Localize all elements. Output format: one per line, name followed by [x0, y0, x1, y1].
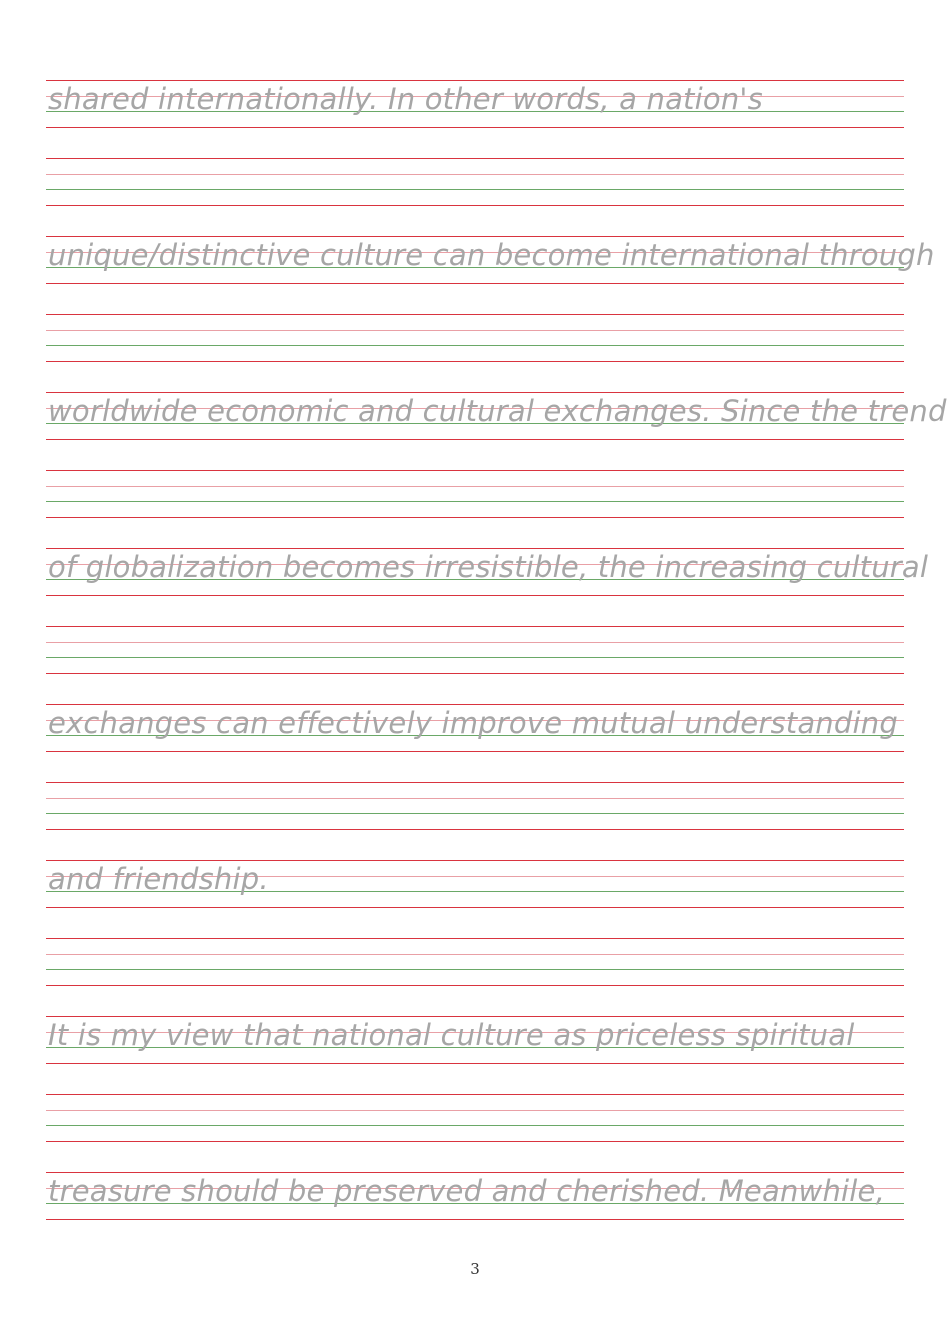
ruling-line — [46, 470, 904, 471]
trace-line-1: shared internationally. In other words, a nation's — [48, 82, 763, 116]
ruling-line — [46, 813, 904, 814]
page-number: 3 — [470, 1260, 480, 1278]
ruling-line — [46, 1016, 904, 1017]
ruling-line — [46, 174, 904, 175]
ruling-line — [46, 595, 904, 596]
ruling-line — [46, 1219, 904, 1220]
ruling-line — [46, 657, 904, 658]
ruling-line — [46, 392, 904, 393]
ruling-line — [46, 80, 904, 81]
ruling-line — [46, 486, 904, 487]
ruling-line — [46, 205, 904, 206]
ruling-line — [46, 1141, 904, 1142]
trace-line-4: of globalization becomes irresistible, the increasing cultural — [48, 550, 929, 584]
ruling-line — [46, 751, 904, 752]
ruling-line — [46, 969, 904, 970]
ruling-line — [46, 361, 904, 362]
ruling-line — [46, 1110, 904, 1111]
trace-line-3: worldwide economic and cultural exchanges. Since the trend — [48, 394, 947, 428]
ruling-line — [46, 938, 904, 939]
ruling-line — [46, 673, 904, 674]
ruling-line — [46, 548, 904, 549]
ruling-line — [46, 1063, 904, 1064]
ruling-line — [46, 439, 904, 440]
ruling-line — [46, 501, 904, 502]
ruling-line — [46, 985, 904, 986]
trace-line-8: treasure should be preserved and cherished. Meanwhile, — [48, 1174, 886, 1208]
ruling-line — [46, 314, 904, 315]
ruling-line — [46, 829, 904, 830]
ruling-line — [46, 954, 904, 955]
ruling-line — [46, 1094, 904, 1095]
ruling-line — [46, 189, 904, 190]
ruling-line — [46, 345, 904, 346]
ruling-line — [46, 127, 904, 128]
ruling-line — [46, 330, 904, 331]
ruling-line — [46, 798, 904, 799]
ruling-line — [46, 907, 904, 908]
trace-line-7: It is my view that national culture as priceless spiritual — [48, 1018, 855, 1052]
ruling-line — [46, 236, 904, 237]
trace-line-5: exchanges can effectively improve mutual understanding — [48, 706, 898, 740]
ruling-line — [46, 158, 904, 159]
trace-line-2: unique/distinctive culture can become international through — [48, 238, 935, 272]
trace-line-6: and friendship. — [48, 862, 269, 896]
ruling-line — [46, 283, 904, 284]
ruling-line — [46, 860, 904, 861]
ruling-line — [46, 642, 904, 643]
ruling-line — [46, 517, 904, 518]
ruling-line — [46, 704, 904, 705]
ruling-line — [46, 1125, 904, 1126]
ruling-line — [46, 626, 904, 627]
ruling-line — [46, 782, 904, 783]
ruling-line — [46, 1172, 904, 1173]
